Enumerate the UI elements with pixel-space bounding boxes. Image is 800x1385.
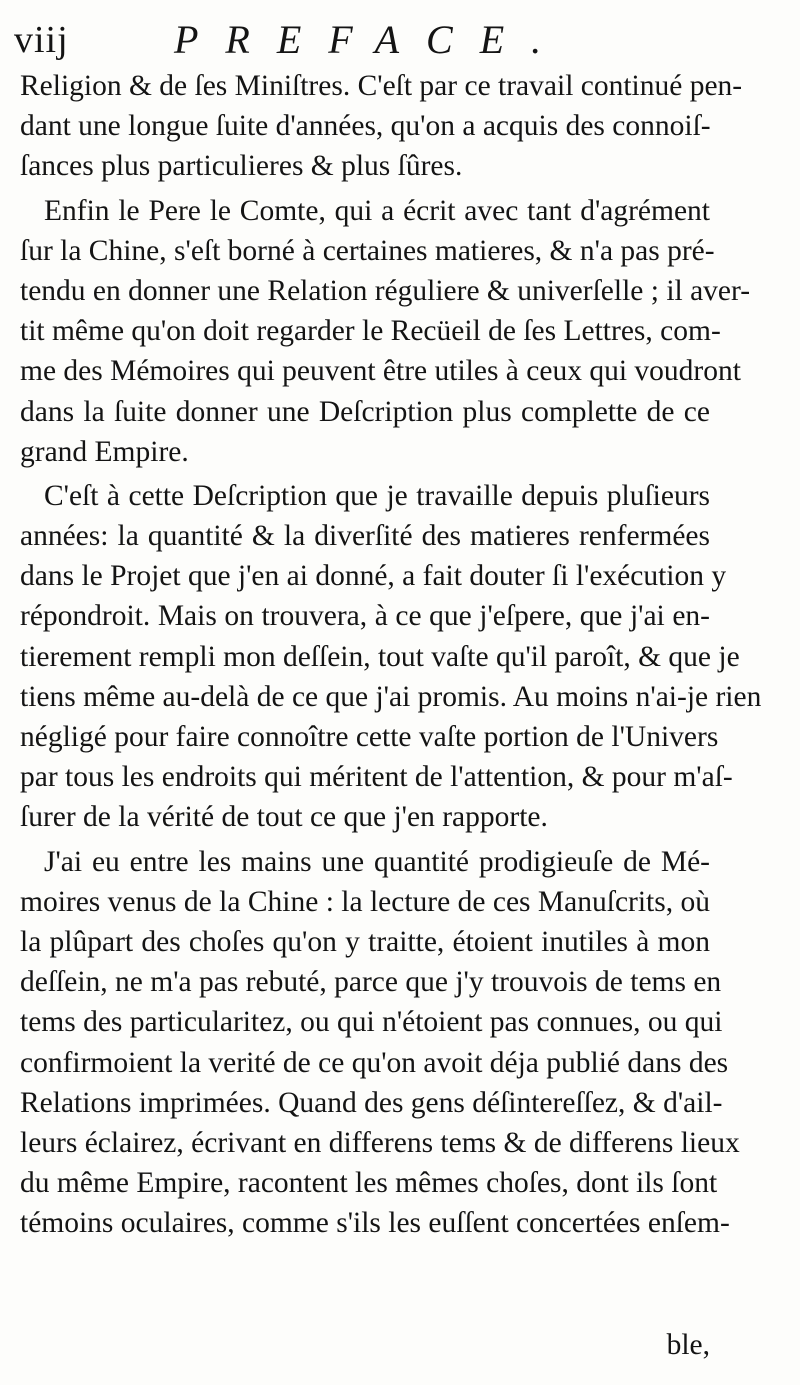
page-header (14, 14, 784, 66)
body-text (20, 66, 762, 1243)
text-line: tierement rempli mon deſſein, tout vaſte qu'il paroît, & que je (20, 640, 740, 673)
text-line: négligé pour faire connoître cette vaſte portion de l'Univers (20, 721, 719, 753)
text-line: tems des particularitez, ou qui n'étoient pas connues, ou qui (20, 1006, 723, 1039)
page-number: viij (14, 19, 69, 61)
text-line: ſur la Chine, s'eſt borné à certaines matieres, & n'a pas pré- (20, 234, 715, 267)
text-line: dans le Projet que j'en ai donné, a fait douter ſi l'exécution y (20, 560, 727, 593)
text-line: ſances plus particulieres & plus ſûres. (20, 150, 463, 183)
text-line: leurs éclairez, écrivant en differens tems & de differens lieux (20, 1126, 740, 1159)
text-line: me des Mémoires qui peuvent être utiles à ceux qui voudront (20, 355, 741, 388)
text-line: tit même qu'on doit regarder le Recüeil de ſes Lettres, com- (20, 315, 721, 348)
text-line: la plûpart des choſes qu'on y traitte, étoient inutiles à mon (20, 925, 710, 958)
text-line: J'ai eu entre les mains une quantité prodigieuſe de Mé- (44, 845, 710, 878)
text-line: tiens même au-delà de ce que j'ai promis. Au moins n'ai-je rien (20, 680, 762, 713)
text-line: années: la quantité & la diverſité des matieres renfermées (20, 520, 710, 553)
text-line: Enfin le Pere le Comte, qui a écrit avec tant d'agrément (44, 194, 710, 227)
text-line: dans la ſuite donner une Deſcription plus complette de ce (20, 395, 710, 428)
catchword: ble, (666, 1329, 710, 1361)
paragraph (20, 66, 743, 187)
text-line: tendu en donner une Relation réguliere & univerſelle ; il aver- (20, 274, 751, 307)
paragraph (20, 842, 740, 1244)
text-line: confirmoient la verité de ce qu'on avoit déja publié dans des (20, 1046, 729, 1079)
text-line: répondroit. Mais on trouvera, à ce que j'eſpere, que j'ai en- (20, 600, 710, 633)
text-line: par tous les endroits qui méritent de l'attention, & pour m'aſ- (20, 761, 733, 794)
text-line: témoins oculaires, comme s'ils les euſſent concertées enſem- (20, 1207, 730, 1240)
text-line: C'eſt à cette Deſcription que je travaille depuis pluſieurs (44, 479, 710, 512)
text-line: ſurer de la vérité de tout ce que j'en rapporte. (20, 801, 548, 834)
text-line: dant une longue ſuite d'années, qu'on a acquis des connoiſ- (20, 110, 711, 143)
running-title: PREFACE. (174, 17, 569, 62)
text-line: Relations imprimées. Quand des gens déſintereſſez, & d'ail- (20, 1086, 723, 1119)
text-line: du même Empire, racontent les mêmes choſes, dont ils ſont (20, 1167, 718, 1200)
text-line: moires venus de la Chine : la lecture de ces Manuſcrits, où (20, 885, 710, 918)
paragraph (20, 191, 751, 472)
text-line: deſſein, ne m'a pas rebuté, parce que j'y trouvois de tems en (20, 966, 722, 999)
paragraph (20, 476, 762, 838)
text-line: grand Empire. (20, 435, 189, 468)
text-line: Religion & de ſes Miniſtres. C'eſt par ce travail continué pen- (20, 70, 743, 102)
